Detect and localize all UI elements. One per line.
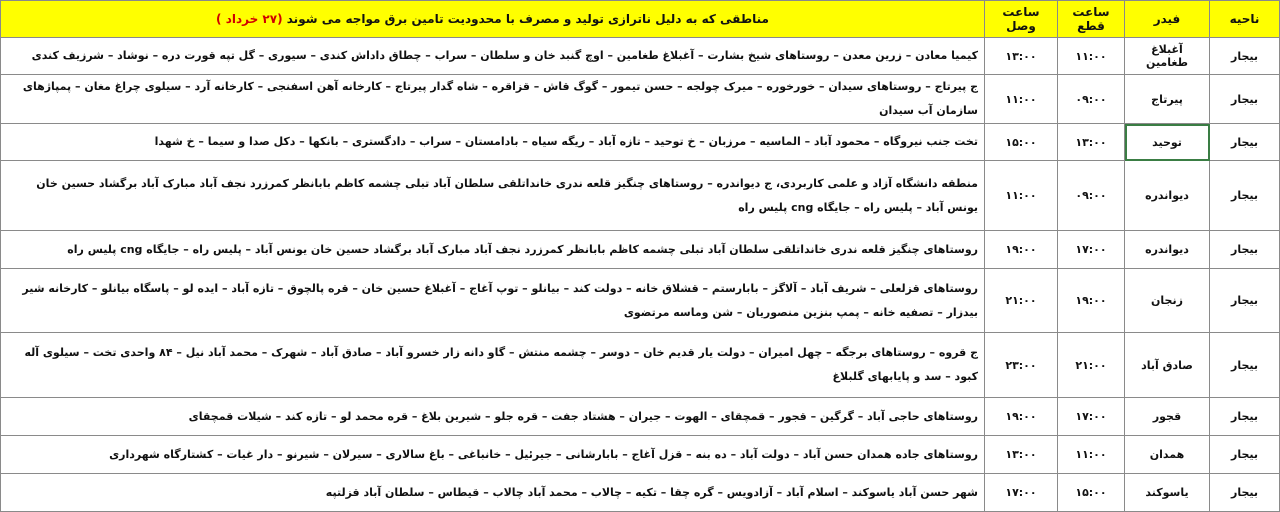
feeder-cell[interactable]: پیرتاج bbox=[1125, 75, 1210, 124]
areas-cell[interactable]: شهر حسن آباد یاسوکند – اسلام آباد – آزادویس – گره چقا – تکیه – چالاب – محمد آباد چالاب – قیطاس – سلطان آباد قزلتپه bbox=[1, 474, 985, 512]
table-row bbox=[1, 436, 1280, 474]
cut-time-cell[interactable]: ۱۹:۰۰ bbox=[1058, 269, 1125, 333]
feeder-cell[interactable]: توحید bbox=[1125, 124, 1210, 161]
feeder-cell[interactable]: دیواندره bbox=[1125, 231, 1210, 269]
table-row bbox=[1, 161, 1280, 231]
feeder-cell[interactable]: یاسوکند bbox=[1125, 474, 1210, 512]
areas-cell[interactable]: تخت جنب نیروگاه – محمود آباد – الماسیه – مرزبان – خ توحید – تازه آباد – ریگه سیاه – بادامستان – سراب – دادگستری – بانکها – دکل صدا و سیما – خ شهدا bbox=[1, 124, 985, 161]
feeder-cell[interactable]: همدان bbox=[1125, 436, 1210, 474]
areas-cell[interactable]: روستاهای چنگیز قلعه ندری خانداتلقی سلطان آباد تبلی چشمه کاظم بابانظر کمرزرد نجف آباد مبارک آباد برگشاد حسین خان یونس آباد – پلیس راه – جایگاه cng پلیس راه bbox=[1, 231, 985, 269]
header-feeder[interactable]: فیدر bbox=[1125, 1, 1210, 38]
connect-time-cell[interactable]: ۱۱:۰۰ bbox=[985, 75, 1058, 124]
areas-cell[interactable]: ج قروه – روستاهای برجگه – چهل امیران – دولت یار قدیم خان – دوسر – چشمه منتش – گاو دانه زار خسرو آباد – صادق آباد – شهرک – محمد آباد نیل – ۸۴ واحدی تخت – سیلوی آله کبود – سد و پایابهای گلبلاغ bbox=[1, 333, 985, 398]
table-row bbox=[1, 474, 1280, 512]
region-cell[interactable]: بیجار bbox=[1210, 474, 1280, 512]
header-areas-text: مناطقی که به دلیل ناترازی تولید و مصرف با محدودیت تامین برق مواجه می شوند bbox=[286, 12, 769, 26]
region-cell[interactable]: بیجار bbox=[1210, 269, 1280, 333]
cut-time-cell[interactable]: ۰۹:۰۰ bbox=[1058, 161, 1125, 231]
region-cell[interactable]: بیجار bbox=[1210, 333, 1280, 398]
connect-time-cell[interactable]: ۱۳:۰۰ bbox=[985, 436, 1058, 474]
table-row bbox=[1, 231, 1280, 269]
areas-cell[interactable]: روستاهای حاجی آباد – گرگین – قجور – قمچقای – الهوت – جیران – هشتاد جفت – قره جلو – شیرین بلاغ – قره محمد لو – تازه کند – شیلات قمچقای bbox=[1, 398, 985, 436]
table-row bbox=[1, 269, 1280, 333]
connect-time-cell[interactable]: ۱۹:۰۰ bbox=[985, 231, 1058, 269]
cut-time-cell[interactable]: ۱۱:۰۰ bbox=[1058, 436, 1125, 474]
feeder-cell[interactable]: صادق آباد bbox=[1125, 333, 1210, 398]
table-row bbox=[1, 333, 1280, 398]
header-areas[interactable] bbox=[1, 1, 985, 38]
feeder-cell[interactable]: قجور bbox=[1125, 398, 1210, 436]
feeder-cell[interactable]: زنجان bbox=[1125, 269, 1210, 333]
region-cell[interactable]: بیجار bbox=[1210, 124, 1280, 161]
header-connect-time[interactable]: ساعت وصل bbox=[985, 1, 1058, 38]
areas-cell[interactable]: روستاهای قزلعلی – شریف آباد – آلاگز – بابارستم – قشلاق خانه – دولت کند – بیانلو – توپ آغاج – آغبلاغ حسین خان – قره پالچوق – تازه آباد – ایده لو – پاسگاه بیانلو – کارخانه شیر بیدزار – تصفیه خانه – پمپ بنزین منصوریان – شن وماسه مرتضوی bbox=[1, 269, 985, 333]
feeder-cell[interactable]: آغبلاغ طغامین bbox=[1125, 38, 1210, 75]
header-cut-time[interactable]: ساعت قطع bbox=[1058, 1, 1125, 38]
table-row bbox=[1, 75, 1280, 124]
table-row bbox=[1, 398, 1280, 436]
cut-time-cell[interactable]: ۱۵:۰۰ bbox=[1058, 474, 1125, 512]
region-cell[interactable]: بیجار bbox=[1210, 436, 1280, 474]
region-cell[interactable]: بیجار bbox=[1210, 161, 1280, 231]
connect-time-cell[interactable]: ۱۵:۰۰ bbox=[985, 124, 1058, 161]
connect-time-cell[interactable]: ۱۱:۰۰ bbox=[985, 161, 1058, 231]
region-cell[interactable]: بیجار bbox=[1210, 231, 1280, 269]
areas-cell[interactable]: کیمیا معادن – زرین معدن – روستاهای شیخ بشارت – آغبلاغ طغامین – اوچ گنبد خان و سلطان – سراب – چطاق داداش کندی – سیوری – گل تپه قورت دره – نوشاد – شرزیف کندی bbox=[1, 38, 985, 75]
cut-time-cell[interactable]: ۱۷:۰۰ bbox=[1058, 398, 1125, 436]
header-date: (۲۷ خرداد ) bbox=[216, 12, 283, 26]
areas-cell[interactable]: روستاهای جاده همدان حسن آباد – دولت آباد – ده بنه – قزل آغاج – بابارشانی – جیرئیل – خانباغی – باغ سالاری – سیرلان – شیرنو – دار غیات – کشتارگاه شهرداری bbox=[1, 436, 985, 474]
cut-time-cell[interactable]: ۰۹:۰۰ bbox=[1058, 75, 1125, 124]
connect-time-cell[interactable]: ۱۹:۰۰ bbox=[985, 398, 1058, 436]
region-cell[interactable]: بیجار bbox=[1210, 75, 1280, 124]
region-cell[interactable]: بیجار bbox=[1210, 38, 1280, 75]
cut-time-cell[interactable]: ۱۱:۰۰ bbox=[1058, 38, 1125, 75]
table-header-row bbox=[1, 1, 1280, 38]
connect-time-cell[interactable]: ۲۱:۰۰ bbox=[985, 269, 1058, 333]
cut-time-cell[interactable]: ۱۷:۰۰ bbox=[1058, 231, 1125, 269]
feeder-cell[interactable]: دیواندره bbox=[1125, 161, 1210, 231]
connect-time-cell[interactable]: ۱۳:۰۰ bbox=[985, 38, 1058, 75]
connect-time-cell[interactable]: ۱۷:۰۰ bbox=[985, 474, 1058, 512]
areas-cell[interactable]: ج پیرتاج – روستاهای سیدان – خورخوره – میرک چولجه – حسن تیمور – گوگ قاش – قزاقره – شاه گدار پیرتاج – کارخانه آهن اسفنجی – کارخانه آرد – سیلوی چراغ مغان – پمپاژهای سازمان آب سیدان bbox=[1, 75, 985, 124]
connect-time-cell[interactable]: ۲۳:۰۰ bbox=[985, 333, 1058, 398]
table-row bbox=[1, 38, 1280, 75]
table-row bbox=[1, 124, 1280, 161]
cut-time-cell[interactable]: ۲۱:۰۰ bbox=[1058, 333, 1125, 398]
region-cell[interactable]: بیجار bbox=[1210, 398, 1280, 436]
header-region[interactable]: ناحیه bbox=[1210, 1, 1280, 38]
cut-time-cell[interactable]: ۱۳:۰۰ bbox=[1058, 124, 1125, 161]
areas-cell[interactable]: منطقه دانشگاه آزاد و علمی کاربردی، ج دیواندره – روستاهای چنگیز قلعه ندری خانداتلقی سلطان آباد تبلی چشمه کاظم بابانظر کمرزرد نجف آباد مبارک آباد برگشاد حسین خان یونس آباد – پلیس راه – جایگاه cng پلیس راه bbox=[1, 161, 985, 231]
